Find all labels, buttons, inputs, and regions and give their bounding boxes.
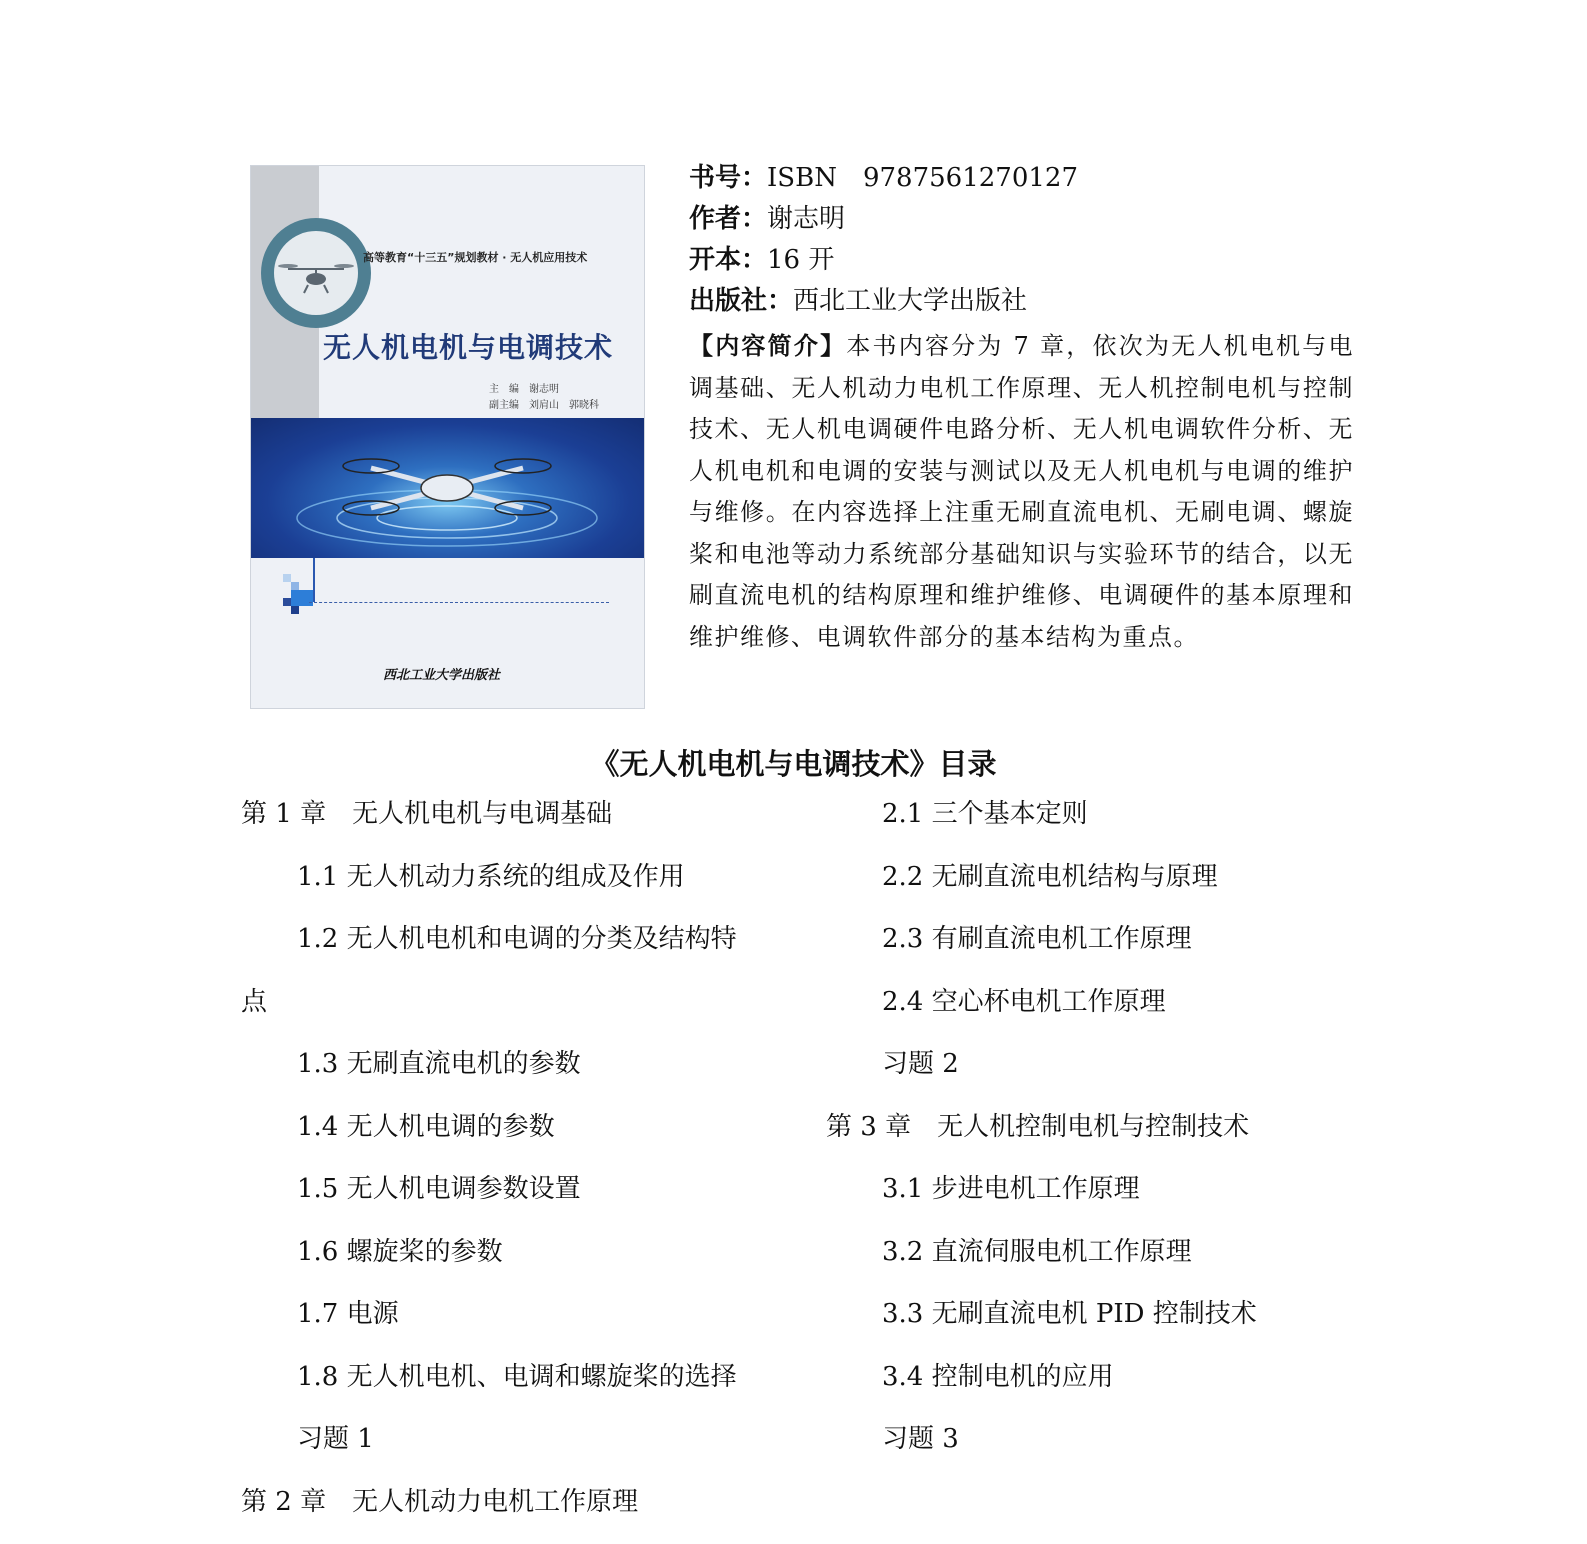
toc-section: 1.2 无人机电机和电调的分类及结构特 bbox=[241, 919, 781, 982]
toc-left-column bbox=[241, 794, 781, 1544]
cover-series-text: 高等教育“十三五”规划教材 · 无人机应用技术 bbox=[363, 249, 587, 265]
publisher-row bbox=[689, 281, 1354, 322]
toc-section: 1.6 螺旋桨的参数 bbox=[241, 1232, 781, 1295]
toc-section: 2.2 无刷直流电机结构与原理 bbox=[826, 857, 1386, 920]
toc-section: 1.7 电源 bbox=[241, 1294, 781, 1357]
toc-title: 《无人机电机与电调技术》目录 bbox=[0, 744, 1587, 784]
book-info bbox=[689, 158, 1354, 658]
isbn-label: 书号： bbox=[689, 163, 767, 193]
toc-section: 1.1 无人机动力系统的组成及作用 bbox=[241, 857, 781, 920]
toc-section: 3.3 无刷直流电机 PID 控制技术 bbox=[826, 1294, 1386, 1357]
toc-exercise: 习题 3 bbox=[826, 1419, 1386, 1482]
cover-publisher: 西北工业大学出版社 bbox=[383, 664, 500, 683]
format-row bbox=[689, 240, 1354, 281]
toc-section: 1.3 无刷直流电机的参数 bbox=[241, 1044, 781, 1107]
isbn-row bbox=[689, 158, 1354, 199]
toc-section-continuation: 点 bbox=[241, 982, 781, 1045]
publisher-value: 西北工业大学出版社 bbox=[793, 286, 1027, 316]
toc-chapter: 第 1 章 无人机电机与电调基础 bbox=[241, 794, 781, 857]
toc-section: 1.8 无人机电机、电调和螺旋桨的选择 bbox=[241, 1357, 781, 1420]
isbn-value: ISBN 9787561270127 bbox=[767, 163, 1078, 193]
toc-section: 3.4 控制电机的应用 bbox=[826, 1357, 1386, 1420]
book-cover-image bbox=[250, 165, 645, 709]
toc-section: 2.3 有刷直流电机工作原理 bbox=[826, 919, 1386, 982]
toc-section: 1.4 无人机电调的参数 bbox=[241, 1107, 781, 1170]
cover-drone-badge bbox=[261, 218, 371, 328]
format-label: 开本： bbox=[689, 245, 767, 275]
author-row bbox=[689, 199, 1354, 240]
cover-editor: 主 编 谢志明 bbox=[489, 380, 559, 395]
author-label: 作者： bbox=[689, 204, 767, 234]
toc-section: 1.5 无人机电调参数设置 bbox=[241, 1169, 781, 1232]
toc-right-column bbox=[826, 794, 1386, 1482]
cover-drone-illustration bbox=[251, 418, 644, 558]
summary-label: 【内容简介】 bbox=[689, 332, 846, 360]
content-summary bbox=[689, 326, 1354, 658]
publisher-label: 出版社： bbox=[689, 286, 793, 316]
quadcopter-illustration bbox=[251, 418, 644, 558]
cover-title: 无人机电机与电调技术 bbox=[323, 326, 613, 366]
drone-icon bbox=[274, 231, 358, 315]
toc-exercise: 习题 2 bbox=[826, 1044, 1386, 1107]
toc-exercise: 习题 1 bbox=[241, 1419, 781, 1482]
format-value: 16 开 bbox=[767, 245, 834, 275]
toc-section: 2.4 空心杯电机工作原理 bbox=[826, 982, 1386, 1045]
toc-section: 3.2 直流伺服电机工作原理 bbox=[826, 1232, 1386, 1295]
cover-deputy-editor: 副主编 刘肩山 郭晓科 bbox=[489, 396, 599, 411]
toc-section: 3.1 步进电机工作原理 bbox=[826, 1169, 1386, 1232]
author-value: 谢志明 bbox=[767, 204, 845, 234]
toc-section: 2.1 三个基本定则 bbox=[826, 794, 1386, 857]
toc-chapter: 第 2 章 无人机动力电机工作原理 bbox=[241, 1482, 781, 1544]
summary-text: 本书内容分为 7 章，依次为无人机电机与电调基础、无人机动力电机工作原理、无人机控制电机与控制技术、无人机电调硬件电路分析、无人机电调软件分析、无人机电机和电调的安装与测试以及无人机电机与电调的维护与维修。在内容选择上注重无刷直流电机、无刷电调、螺旋桨和电池等动力系统部分基础知识与实验环节的结合，以无刷直流电机的结构原理和维护维修、电调硬件的基本原理和维护维修、电调软件部分的基本结构为重点。 bbox=[689, 332, 1354, 651]
toc-chapter: 第 3 章 无人机控制电机与控制技术 bbox=[826, 1107, 1386, 1170]
